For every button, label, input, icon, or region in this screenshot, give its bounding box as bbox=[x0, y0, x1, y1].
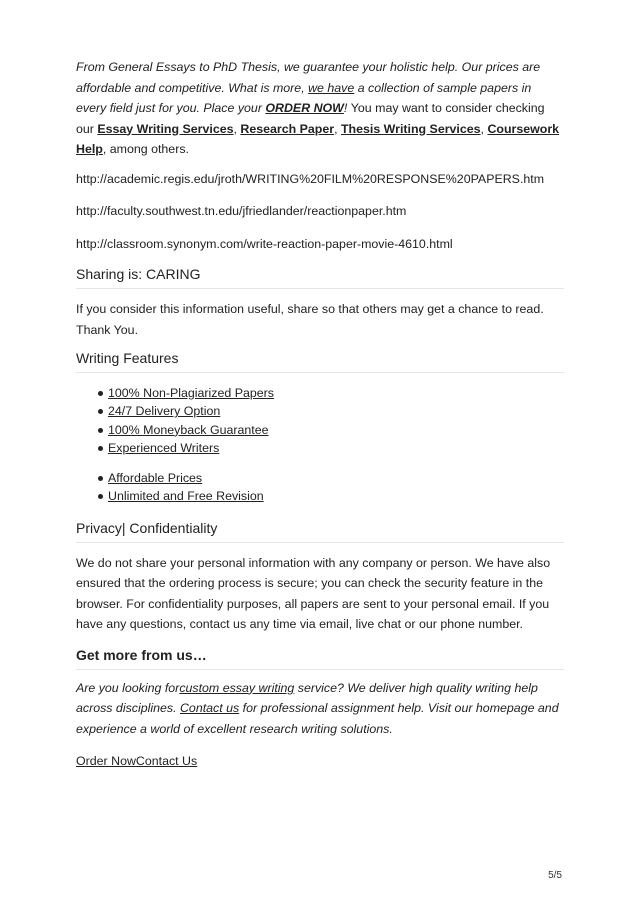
list-item bbox=[98, 469, 564, 487]
coursework-help-link[interactable]: Coursework Help bbox=[76, 121, 560, 156]
get-more-paragraph bbox=[76, 678, 564, 740]
essay-writing-services-link[interactable]: Essay Writing Services bbox=[97, 121, 234, 136]
order-now-footer-link[interactable]: Order Now bbox=[76, 754, 136, 769]
features-list bbox=[76, 469, 564, 506]
feature-link[interactable]: Unlimited and Free Revision bbox=[108, 489, 264, 504]
privacy-heading: Privacy| Confidentiality bbox=[76, 520, 564, 543]
order-now-link[interactable]: ORDER NOW bbox=[265, 101, 344, 115]
contact-us-inline-link[interactable]: Contact us bbox=[179, 701, 240, 716]
custom-essay-writing-link[interactable]: custom essay writing bbox=[179, 680, 295, 695]
feature-link[interactable]: 24/7 Delivery Option bbox=[108, 404, 221, 419]
reference-url: http://academic.regis.edu/jroth/WRITING%20FILM%20RESPONSE%20PAPERS.htm bbox=[76, 171, 545, 186]
list-item bbox=[98, 384, 564, 402]
contact-us-footer-link[interactable]: Contact Us bbox=[135, 754, 198, 769]
get-more-text: Are you looking for bbox=[76, 680, 180, 695]
intro-text: a collection of sample papers in every field just for you. Place your bbox=[76, 80, 532, 115]
feature-link[interactable]: 100% Moneyback Guarantee bbox=[108, 422, 269, 437]
sharing-text: If you consider this information useful, share so that others may get a chance to read. Thank You. bbox=[76, 302, 544, 337]
feature-link[interactable]: Affordable Prices bbox=[108, 471, 203, 486]
list-item bbox=[98, 439, 564, 457]
feature-link[interactable]: Experienced Writers bbox=[108, 440, 220, 455]
separator: , bbox=[233, 121, 241, 136]
intro-text: ! bbox=[343, 101, 351, 115]
reference-url: http://faculty.southwest.tn.edu/jfriedlander/reactionpaper.htm bbox=[76, 204, 407, 218]
get-more-text: for professional assignment help. Visit our homepage and experience a world of excellent research writing solutions. bbox=[76, 701, 559, 736]
intro-text: , among others. bbox=[102, 142, 189, 156]
separator: , bbox=[334, 121, 341, 136]
page-number: 5/5 bbox=[548, 870, 562, 881]
intro-text: You may want to consider checking our bbox=[76, 101, 545, 136]
privacy-text: We do not share your personal information with any company or person. We have also ensured that the ordering process is secure; you can check the security feature in the browser. For confidentiality purposes, all papers are sent to your personal email. If you have any questions, contact us any time via email, live chat or our phone number. bbox=[76, 555, 551, 632]
get-more-heading: Get more from us… bbox=[76, 647, 564, 670]
writing-features-heading: Writing Features bbox=[76, 350, 564, 373]
list-item bbox=[98, 421, 564, 439]
sharing-heading: Sharing is: CARING bbox=[76, 266, 564, 289]
we-have-link[interactable]: we have bbox=[308, 80, 355, 95]
footer-links bbox=[76, 751, 564, 772]
list-item bbox=[98, 402, 564, 420]
feature-link[interactable]: 100% Non-Plagiarized Papers bbox=[108, 386, 274, 400]
intro-text: From General Essays to PhD Thesis, we guarantee your holistic help. Our prices are affordable and competitive. What is more, bbox=[76, 60, 541, 95]
research-paper-link[interactable]: Research Paper bbox=[240, 121, 335, 136]
document-page bbox=[76, 57, 564, 772]
separator: , bbox=[480, 121, 488, 136]
list-item bbox=[98, 487, 564, 505]
get-more-text: service? We deliver high quality writing help across disciplines. bbox=[76, 680, 538, 716]
reference-url: http://classroom.synonym.com/write-reaction-paper-movie-4610.html bbox=[76, 236, 453, 251]
intro-paragraph bbox=[76, 57, 564, 160]
thesis-writing-services-link[interactable]: Thesis Writing Services bbox=[340, 121, 481, 136]
features-list bbox=[76, 384, 564, 457]
